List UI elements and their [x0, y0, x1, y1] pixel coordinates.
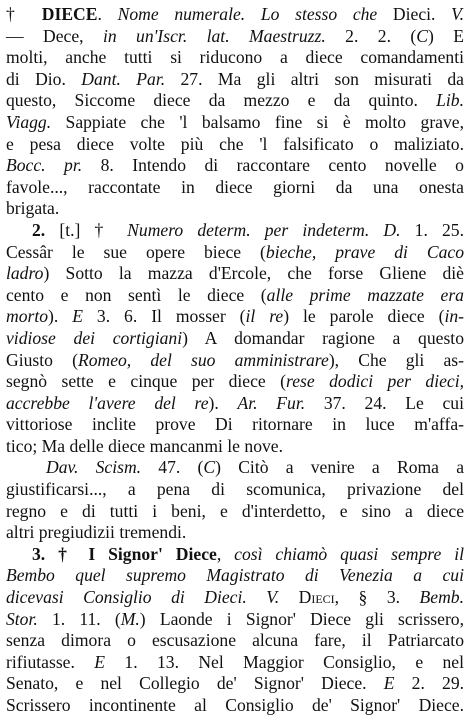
text-run: 27. Ma gli altri son misurati da: [165, 68, 464, 89]
entry-line-14: [6, 285, 464, 307]
entry-line-9: [6, 177, 464, 199]
text-run: altri pregiudizii tremendi.: [6, 522, 187, 543]
entry-line-1: [6, 4, 464, 26]
text-run: tico; Ma delle diece mancanmi le nove.: [6, 435, 283, 456]
text-run: ) A domandar ragione a questo: [182, 327, 464, 348]
definition-text: così chiamò quasi sempre il: [234, 543, 465, 564]
gloss: ladro: [6, 263, 44, 284]
gloss: rese dodici per dieci,: [286, 371, 465, 392]
text-run: e pesa diece volte più che 'l falsificato o maliziato.: [6, 133, 464, 154]
text-run: 1. 13. Nel Maggior Consiglio, e nel: [105, 651, 464, 672]
entry-line-5: [6, 90, 464, 112]
entry-line-8: [6, 155, 464, 177]
entry-line-21: [6, 436, 464, 458]
text-run: , § 3.: [334, 587, 420, 608]
citation: Dant. Par.: [81, 68, 166, 89]
definition-text: Nome numerale. Lo stesso che: [117, 4, 378, 24]
entry-line-13: [6, 263, 464, 285]
entry-line-31: [6, 652, 464, 674]
text-run: C: [416, 25, 428, 46]
entry-line-15: [6, 306, 464, 328]
definition-text: Bembo quel supremo Magistrato di Venezia a cui: [6, 565, 464, 586]
text-run: giustificarsi..., a pena di scomunica, privazione del: [6, 479, 464, 500]
gloss: bieche, prave di Caco: [265, 241, 464, 262]
sense-3-line: [6, 544, 464, 566]
entry-line-24: [6, 501, 464, 523]
citation: Ar. Fur.: [237, 392, 306, 413]
cross-reference: Dieci.: [377, 4, 452, 24]
text-run: questo, Siccome diece da mezzo e da quinto.: [6, 90, 437, 111]
citation: Dav. Scism.: [46, 457, 142, 478]
sense-2-line: [6, 220, 464, 242]
text-run: M.: [120, 608, 140, 629]
sense-number: 3. †: [32, 543, 89, 564]
gloss: il re: [245, 306, 284, 327]
entry-line-4: [6, 69, 464, 91]
text-run: ) Sotto la mazza d'Ercole, che forse Gliene diè: [43, 263, 464, 284]
entry-line-18: [6, 371, 464, 393]
text-run: 1. 25.: [400, 219, 464, 240]
text-run: 37. 24. Le cui: [305, 392, 464, 413]
text-run: 3. 6. Il mosser (: [83, 306, 246, 327]
entry-line-29: [6, 609, 464, 631]
text-run: regno e di tutti i beni, e d'interdetto, e sino a diece: [6, 500, 464, 521]
entry-line-22: [6, 457, 464, 479]
text-run: ,: [216, 543, 235, 564]
entry-line-2: [6, 26, 464, 48]
entry-line-25: [6, 522, 464, 544]
text-run: [t.] †: [59, 219, 128, 240]
text-run: ).: [208, 392, 238, 413]
text-run: senza dimora o escusazione alcuna fare, il Patriarcato: [6, 630, 464, 651]
entry-line-20: [6, 414, 464, 436]
text-run: brigata.: [6, 198, 60, 219]
gloss: morto: [6, 306, 49, 327]
sub-headword: I Signor' Diece: [88, 543, 217, 564]
definition-text: dicevasi Consiglio di Dieci. V.: [6, 587, 280, 608]
text-run: 8. Intendo di raccontare cento novelle o: [82, 155, 464, 176]
gloss: vidiose dei cortigiani: [6, 327, 183, 348]
text-run: — Dece,: [6, 25, 103, 46]
entry-line-6: [6, 112, 464, 134]
text-run: ) Citò a venire a Roma a: [215, 457, 465, 478]
text-run: 2. 2. (: [325, 25, 417, 46]
text-run: 1. 11. (: [37, 608, 121, 629]
text-run: cento e non sentì le diece (: [6, 284, 267, 305]
text-run: ) E: [427, 25, 465, 46]
entry-line-30: [6, 630, 464, 652]
text-run: rifiutasse.: [6, 651, 95, 672]
text-run: Sappiate che 'l balsamo fine si è molto grave,: [51, 111, 464, 132]
entry-line-19: [6, 393, 464, 415]
text-run: V.: [451, 4, 465, 24]
entry-line-33: [6, 695, 464, 717]
gloss: accrebbe l'avere del re: [6, 392, 209, 413]
entry-line-16: [6, 328, 464, 350]
text-run: ) Laonde i Signor' Diece gli scrissero,: [139, 608, 464, 629]
text-run: molti, anche tutti si riducono a diece comandamenti: [6, 47, 464, 68]
text-run: 47. (: [141, 457, 204, 478]
headword: DIECE: [41, 4, 98, 24]
entry-line-27: [6, 565, 464, 587]
text-run: Scrissero incontinente al Consiglio de' Signor' Diece.: [6, 695, 464, 715]
text-run: Senato, e nel Collegio de' Signor' Diece.: [6, 673, 384, 694]
entry-line-3: [6, 47, 464, 69]
text-run: Giusto (: [6, 349, 78, 370]
citation: Bocc. pr.: [6, 155, 83, 176]
text-run: 2. 29.: [394, 673, 465, 694]
entry-line-7: [6, 134, 464, 156]
text-run: C: [203, 457, 216, 478]
entry-line-23: [6, 479, 464, 501]
text-run: .: [97, 4, 118, 24]
entry-line-17: [6, 350, 464, 372]
text-run: Cessâr le sue opere biece (: [6, 241, 266, 262]
text-run: favole..., raccontate in diece giorni da una onesta: [6, 176, 464, 197]
text-run: ), Che gli as-: [328, 349, 464, 370]
citation: E: [383, 673, 395, 694]
citation: E: [94, 651, 106, 672]
definition-text: Numero determ. per indeterm. D.: [127, 219, 401, 240]
gloss: in-: [444, 306, 464, 327]
entry-line-12: [6, 242, 464, 264]
sense-number: 2.: [32, 219, 60, 240]
gloss: alle prime mazzate era: [266, 284, 464, 305]
citation: Bemb.: [419, 587, 464, 608]
cross-reference: Dieci: [279, 587, 335, 608]
text-run: ) le parole diece (: [283, 306, 445, 327]
citation: in un'Iscr. lat. Maestruzz.: [102, 25, 326, 46]
text-run: segnò sette e cinque per diece (: [6, 371, 287, 392]
text-run: ).: [48, 306, 73, 327]
dagger-mark: †: [6, 4, 42, 24]
citation: Lib.: [436, 90, 464, 111]
gloss: Romeo, del suo amministrare: [77, 349, 329, 370]
entry-line-32: [6, 673, 464, 695]
entry-line-10: [6, 198, 464, 220]
text-run: di Dio.: [6, 68, 82, 89]
citation: Viagg.: [6, 111, 52, 132]
entry-line-28: [6, 587, 464, 609]
text-run: vittoriose inclite prove Di ritornare in luce m'affa-: [6, 414, 464, 435]
citation: Stor.: [6, 608, 38, 629]
citation: E: [72, 306, 83, 327]
